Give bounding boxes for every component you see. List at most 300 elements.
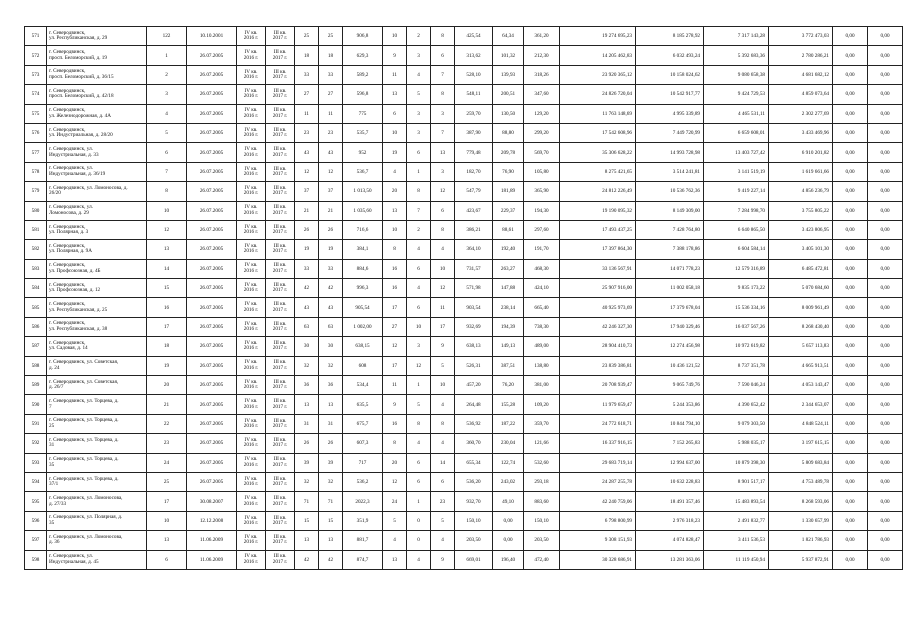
row-number: 579 (25, 182, 47, 201)
address-line-street: Индустриальная, д. 36/19 (49, 170, 106, 177)
premises-private: 10 (407, 317, 431, 336)
period-quarter: IV кв. (244, 204, 258, 211)
period-quarter: IV кв. (244, 165, 258, 172)
planned-demolition-period (266, 279, 295, 298)
period-quarter: III кв. (273, 87, 287, 94)
address-cell (47, 298, 147, 317)
area-private: 130,50 (493, 104, 524, 123)
address-cell (47, 395, 147, 414)
period-quarter: III кв. (273, 184, 287, 191)
row-number: 587 (25, 337, 47, 356)
building-area: 717 (343, 453, 383, 472)
address-cell (47, 279, 147, 298)
cost-total: 35 306 628,22 (560, 143, 636, 162)
row-number: 593 (25, 453, 47, 472)
address-cell (47, 434, 147, 453)
cost-extra-1: 0,00 (833, 27, 868, 46)
decision-date: 26.07.2005 (187, 220, 237, 239)
period-year: 2017 г. (272, 190, 288, 197)
table-row (25, 240, 903, 259)
residents-to-resettle: 33 (319, 65, 343, 84)
cost-extra-2: 0,00 (868, 143, 903, 162)
residents-total: 33 (295, 65, 319, 84)
premises-private: 4 (407, 240, 431, 259)
period-quarter: IV кв. (244, 533, 258, 540)
building-area: 881,7 (343, 531, 383, 550)
residents-total: 42 (295, 550, 319, 569)
period-quarter: IV кв. (244, 126, 258, 133)
decision-number: 5 (147, 123, 187, 142)
cost-extra-1: 0,00 (833, 337, 868, 356)
area-total: 779,48 (455, 143, 493, 162)
table-row (25, 162, 903, 181)
area-municipal: 293,18 (524, 472, 560, 491)
planned-resettlement-period (237, 531, 266, 550)
premises-municipal: 4 (431, 395, 455, 414)
cost-total: 9 308 151,93 (560, 531, 636, 550)
address-cell (47, 27, 147, 46)
period-year: 2017 г. (272, 132, 288, 139)
cost-extra-2: 0,00 (868, 395, 903, 414)
period-quarter: IV кв. (244, 417, 258, 424)
period-year: 2017 г. (272, 558, 288, 565)
address-line-street: Индустриальная, д. 45 (49, 558, 99, 565)
decision-number: 10 (147, 511, 187, 530)
premises-total: 17 (383, 298, 407, 317)
planned-resettlement-period (237, 492, 266, 511)
period-quarter: IV кв. (244, 107, 258, 114)
residents-to-resettle: 13 (319, 395, 343, 414)
cost-municipality: 8 268 430,40 (769, 317, 833, 336)
cost-region: 6 659 608,01 (704, 123, 769, 142)
area-total: 203,50 (455, 531, 493, 550)
cost-region: 6 604 584,14 (704, 240, 769, 259)
residents-to-resettle: 13 (319, 531, 343, 550)
cost-extra-2: 0,00 (868, 85, 903, 104)
decision-date: 26.07.2005 (187, 85, 237, 104)
cost-region: 9 079 303,50 (704, 414, 769, 433)
cost-total: 24 772 618,71 (560, 414, 636, 433)
decision-date: 26.07.2005 (187, 259, 237, 278)
period-year: 2016 г. (243, 364, 259, 371)
table-row (25, 220, 903, 239)
area-private: 147,88 (493, 279, 524, 298)
residents-to-resettle: 15 (319, 511, 343, 530)
planned-resettlement-period (237, 550, 266, 569)
table-row (25, 511, 903, 530)
area-municipal: 381,00 (524, 376, 560, 395)
planned-resettlement-period (237, 123, 266, 142)
decision-number: 2 (147, 65, 187, 84)
period-quarter: III кв. (273, 514, 287, 521)
decision-date: 26.07.2005 (187, 395, 237, 414)
cost-extra-1: 0,00 (833, 453, 868, 472)
cost-region: 8 737 351,78 (704, 356, 769, 375)
address-cell (47, 511, 147, 530)
address-line-street: 25 (49, 423, 55, 429)
premises-private: 1 (407, 162, 431, 181)
cost-fund: 4 074 828,47 (636, 531, 704, 550)
address-line-street: ул. Республиканская, д. 38 (49, 326, 108, 333)
cost-municipality: 5 657 113,83 (769, 337, 833, 356)
premises-private: 8 (407, 182, 431, 201)
planned-demolition-period (266, 356, 295, 375)
address-cell (47, 46, 147, 65)
decision-date: 11.06.2009 (187, 550, 237, 569)
premises-private: 3 (407, 337, 431, 356)
address-line-city: г. Северодвинск, ул. Ломоносова, (49, 533, 123, 540)
area-private: 0,00 (493, 531, 524, 550)
residents-to-resettle: 12 (319, 162, 343, 181)
cost-total: 14 205 462,83 (560, 46, 636, 65)
period-year: 2016 г. (243, 461, 259, 468)
period-quarter: III кв. (273, 417, 287, 424)
area-private: 0,00 (493, 511, 524, 530)
premises-total: 9 (383, 395, 407, 414)
decision-number: 23 (147, 434, 187, 453)
table-row (25, 259, 903, 278)
residents-total: 15 (295, 511, 319, 530)
residents-total: 19 (295, 240, 319, 259)
row-number: 581 (25, 220, 47, 239)
area-private: 101,32 (493, 46, 524, 65)
period-quarter: III кв. (273, 165, 287, 172)
decision-number: 17 (147, 317, 187, 336)
period-year: 2016 г. (243, 558, 259, 565)
table-body (25, 27, 903, 570)
cost-extra-1: 0,00 (833, 65, 868, 84)
row-number: 596 (25, 511, 47, 530)
period-quarter: III кв. (273, 243, 287, 250)
area-municipal: 203,50 (524, 531, 560, 550)
premises-municipal: 8 (431, 27, 455, 46)
cost-region: 3 411 536,53 (704, 531, 769, 550)
decision-number: 10 (147, 201, 187, 220)
cost-municipality: 1 330 657,99 (769, 511, 833, 530)
address-line-street: 35 (49, 519, 55, 526)
table-row (25, 453, 903, 472)
area-municipal: 472,40 (524, 550, 560, 569)
cost-fund: 6 032 493,24 (636, 46, 704, 65)
residents-to-resettle: 11 (319, 104, 343, 123)
cost-extra-1: 0,00 (833, 298, 868, 317)
period-year: 2016 г. (243, 93, 259, 100)
period-quarter: IV кв. (244, 475, 258, 482)
cost-extra-2: 0,00 (868, 550, 903, 569)
planned-resettlement-period (237, 46, 266, 65)
address-line-city: г. Северодвинск, (49, 262, 86, 269)
cost-extra-2: 0,00 (868, 356, 903, 375)
address-line-city: г. Северодвинск, (49, 29, 86, 36)
decision-number: 13 (147, 531, 187, 550)
period-year: 2016 г. (243, 500, 259, 507)
premises-municipal: 23 (431, 492, 455, 511)
area-private: 155,28 (493, 395, 524, 414)
cost-region: 7 284 998,70 (704, 201, 769, 220)
residents-to-resettle: 26 (319, 220, 343, 239)
cost-total: 17 397 864,30 (560, 240, 636, 259)
cost-region: 3 141 519,19 (704, 162, 769, 181)
cost-total: 42 240 759,06 (560, 492, 636, 511)
premises-municipal: 14 (431, 453, 455, 472)
premises-private: 4 (407, 65, 431, 84)
address-line-city: г. Северодвинск, ул. (49, 553, 94, 560)
cost-extra-1: 0,00 (833, 279, 868, 298)
area-private: 192,40 (493, 240, 524, 259)
cost-region: 15 536 334,16 (704, 298, 769, 317)
planned-resettlement-period (237, 220, 266, 239)
residents-to-resettle: 39 (319, 453, 343, 472)
residents-to-resettle: 43 (319, 143, 343, 162)
cost-extra-2: 0,00 (868, 337, 903, 356)
cost-fund: 8 185 278,92 (636, 27, 704, 46)
period-year: 2017 г. (272, 403, 288, 410)
address-line-city: г. Северодвинск, (49, 87, 86, 94)
building-area: 535,7 (343, 123, 383, 142)
cost-fund: 7 152 265,83 (636, 434, 704, 453)
premises-municipal: 4 (431, 240, 455, 259)
planned-resettlement-period (237, 337, 266, 356)
decision-number: 24 (147, 453, 187, 472)
cost-municipality: 3 197 615,15 (769, 434, 833, 453)
building-area: 906,8 (343, 27, 383, 46)
address-line-city: г. Северодвинск, ул. Торцева, д. (49, 398, 119, 405)
area-total: 387,90 (455, 123, 493, 142)
address-line-street: ул. Полярная, д. 3 (49, 229, 89, 236)
cost-region: 5 392 683,36 (704, 46, 769, 65)
planned-demolition-period (266, 337, 295, 356)
premises-total: 16 (383, 259, 407, 278)
building-area: 629,3 (343, 46, 383, 65)
period-quarter: III кв. (273, 436, 287, 443)
planned-resettlement-period (237, 162, 266, 181)
row-number: 589 (25, 376, 47, 395)
table-row (25, 143, 903, 162)
period-year: 2016 г. (243, 403, 259, 410)
decision-number: 14 (147, 259, 187, 278)
address-line-street: ул. Железнодорожная, д. 4А (49, 112, 111, 119)
cost-region: 6 640 865,50 (704, 220, 769, 239)
premises-municipal: 10 (431, 376, 455, 395)
period-year: 2017 г. (272, 287, 288, 294)
cost-region: 11 119 450,94 (704, 550, 769, 569)
area-private: 149,13 (493, 337, 524, 356)
planned-resettlement-period (237, 27, 266, 46)
period-quarter: IV кв. (244, 29, 258, 36)
row-number: 584 (25, 279, 47, 298)
residents-to-resettle: 18 (319, 46, 343, 65)
table-row (25, 472, 903, 491)
address-line-street: ул. Индустриальная, д. 28/20 (49, 132, 113, 139)
decision-date: 26.07.2005 (187, 104, 237, 123)
table-row (25, 376, 903, 395)
area-private: 230,04 (493, 434, 524, 453)
cost-extra-1: 0,00 (833, 395, 868, 414)
period-year: 2016 г. (243, 229, 259, 236)
residents-to-resettle: 31 (319, 414, 343, 433)
period-year: 2017 г. (272, 384, 288, 391)
row-number: 585 (25, 298, 47, 317)
address-line-street: 26/20 (49, 190, 61, 197)
address-cell (47, 531, 147, 550)
cost-region: 9 835 173,22 (704, 279, 769, 298)
residents-total: 32 (295, 472, 319, 491)
premises-total: 6 (383, 104, 407, 123)
premises-total: 10 (383, 27, 407, 46)
address-cell (47, 453, 147, 472)
period-quarter: IV кв. (244, 262, 258, 269)
address-cell (47, 492, 147, 511)
premises-private: 0 (407, 531, 431, 550)
period-quarter: III кв. (273, 456, 287, 463)
cost-municipality: 8 268 593,06 (769, 492, 833, 511)
planned-resettlement-period (237, 453, 266, 472)
cost-total: 11 763 148,69 (560, 104, 636, 123)
premises-total: 11 (383, 376, 407, 395)
residents-total: 27 (295, 85, 319, 104)
planned-demolition-period (266, 414, 295, 433)
period-year: 2016 г. (243, 151, 259, 158)
period-quarter: IV кв. (244, 87, 258, 94)
residents-total: 26 (295, 434, 319, 453)
cost-extra-1: 0,00 (833, 531, 868, 550)
building-area: 905,54 (343, 298, 383, 317)
period-quarter: IV кв. (244, 281, 258, 288)
area-total: 638,13 (455, 337, 493, 356)
premises-private: 6 (407, 143, 431, 162)
cost-extra-2: 0,00 (868, 123, 903, 142)
row-number: 597 (25, 531, 47, 550)
cost-extra-1: 0,00 (833, 511, 868, 530)
cost-fund: 14 071 778,23 (636, 259, 704, 278)
premises-total: 10 (383, 123, 407, 142)
table-row (25, 298, 903, 317)
period-quarter: III кв. (273, 281, 287, 288)
area-private: 238,14 (493, 298, 524, 317)
table-row (25, 123, 903, 142)
area-total: 364,10 (455, 240, 493, 259)
area-private: 76,90 (493, 162, 524, 181)
area-private: 200,51 (493, 85, 524, 104)
cost-fund: 10 542 917,77 (636, 85, 704, 104)
cost-total: 25 907 916,00 (560, 279, 636, 298)
address-cell (47, 337, 147, 356)
period-year: 2016 г. (243, 190, 259, 197)
decision-number: 20 (147, 376, 187, 395)
cost-extra-2: 0,00 (868, 414, 903, 433)
period-year: 2017 г. (272, 209, 288, 216)
area-private: 88,61 (493, 220, 524, 239)
area-private: 209,78 (493, 143, 524, 162)
building-area: 952 (343, 143, 383, 162)
premises-private: 4 (407, 279, 431, 298)
cost-fund: 14 993 728,98 (636, 143, 704, 162)
resettlement-register-table (24, 26, 903, 570)
decision-date: 26.07.2005 (187, 182, 237, 201)
area-private: 88,80 (493, 123, 524, 142)
decision-date: 26.07.2005 (187, 65, 237, 84)
premises-total: 16 (383, 279, 407, 298)
cost-extra-2: 0,00 (868, 376, 903, 395)
planned-demolition-period (266, 220, 295, 239)
planned-resettlement-period (237, 414, 266, 433)
cost-total: 33 136 567,91 (560, 259, 636, 278)
residents-to-resettle: 42 (319, 550, 343, 569)
decision-date: 26.07.2005 (187, 472, 237, 491)
period-year: 2016 г. (243, 132, 259, 139)
period-year: 2016 г. (243, 326, 259, 333)
cost-municipality: 4 053 143,47 (769, 376, 833, 395)
cost-municipality: 4 848 524,11 (769, 414, 833, 433)
row-number: 583 (25, 259, 47, 278)
cost-fund: 8 149 309,00 (636, 201, 704, 220)
decision-number: 21 (147, 395, 187, 414)
address-cell (47, 259, 147, 278)
cost-extra-1: 0,00 (833, 85, 868, 104)
period-quarter: III кв. (273, 262, 287, 269)
cost-fund: 10 436 121,52 (636, 356, 704, 375)
area-total: 548,11 (455, 85, 493, 104)
area-total: 526,31 (455, 356, 493, 375)
cost-municipality: 3 405 101,30 (769, 240, 833, 259)
premises-total: 27 (383, 317, 407, 336)
planned-resettlement-period (237, 511, 266, 530)
decision-number: 15 (147, 279, 187, 298)
cost-fund: 17 940 329,46 (636, 317, 704, 336)
address-line-street: ул. Профсоюзная, д. 4Б (49, 267, 101, 274)
planned-resettlement-period (237, 240, 266, 259)
area-total: 528,10 (455, 65, 493, 84)
cost-region: 15 483 893,54 (704, 492, 769, 511)
area-private: 243,02 (493, 472, 524, 491)
cost-region: 16 037 567,26 (704, 317, 769, 336)
address-cell (47, 220, 147, 239)
residents-total: 43 (295, 143, 319, 162)
area-private: 187,22 (493, 414, 524, 433)
residents-to-resettle: 23 (319, 123, 343, 142)
planned-demolition-period (266, 123, 295, 142)
cost-extra-1: 0,00 (833, 46, 868, 65)
cost-fund: 2 976 318,23 (636, 511, 704, 530)
premises-total: 4 (383, 531, 407, 550)
cost-total: 8 275 421,65 (560, 162, 636, 181)
period-year: 2017 г. (272, 54, 288, 61)
address-cell (47, 85, 147, 104)
cost-total: 24 287 255,78 (560, 472, 636, 491)
planned-demolition-period (266, 104, 295, 123)
area-total: 547,79 (455, 182, 493, 201)
planned-resettlement-period (237, 317, 266, 336)
area-total: 386,21 (455, 220, 493, 239)
period-year: 2017 г. (272, 461, 288, 468)
decision-date: 26.07.2005 (187, 162, 237, 181)
cost-total: 16 337 916,15 (560, 434, 636, 453)
planned-resettlement-period (237, 356, 266, 375)
cost-municipality: 2 780 286,21 (769, 46, 833, 65)
area-total: 536,20 (455, 472, 493, 491)
cost-fund: 12 994 637,00 (636, 453, 704, 472)
address-line-street: ул. Профсоюзная, д. 12 (49, 287, 101, 294)
residents-to-resettle: 43 (319, 298, 343, 317)
residents-total: 18 (295, 46, 319, 65)
cost-extra-2: 0,00 (868, 531, 903, 550)
period-year: 2017 г. (272, 248, 288, 255)
cost-region: 13 403 727,42 (704, 143, 769, 162)
area-total: 313,62 (455, 46, 493, 65)
table-row (25, 434, 903, 453)
period-quarter: IV кв. (244, 514, 258, 521)
residents-total: 42 (295, 279, 319, 298)
